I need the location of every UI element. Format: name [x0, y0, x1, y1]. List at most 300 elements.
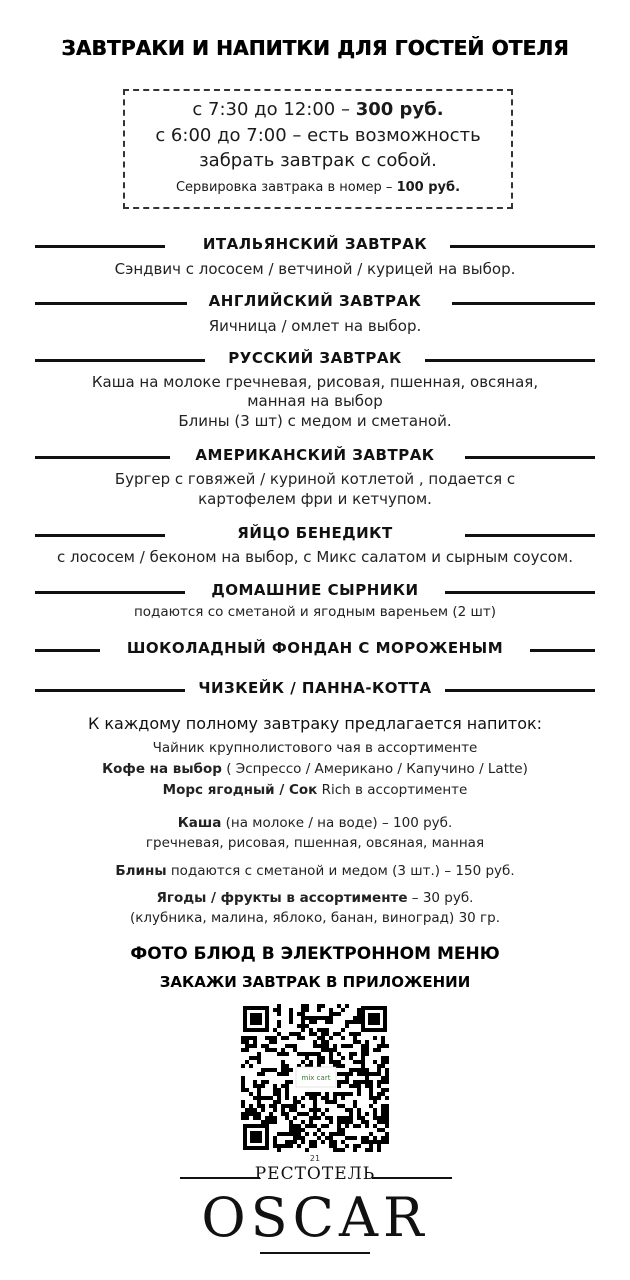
section-desc: манная на выбор [247, 392, 383, 410]
qr-module [365, 1148, 369, 1152]
qr-module [273, 1040, 277, 1044]
qr-module [253, 1112, 257, 1116]
qr-module [317, 1016, 321, 1020]
qr-module [273, 1036, 277, 1040]
qr-module [257, 1052, 261, 1056]
hours-price: 300 руб. [355, 99, 444, 120]
qr-module [313, 1092, 317, 1096]
qr-module [261, 1108, 265, 1112]
qr-module [241, 1112, 245, 1116]
qr-module [313, 1016, 317, 1020]
qr-module [357, 1124, 361, 1128]
drink-mors: Морс ягодный / Сок Rich в ассортименте [162, 782, 468, 798]
qr-module [373, 1116, 377, 1120]
qr-module [357, 1068, 361, 1072]
qr-module [373, 1136, 377, 1140]
qr-module [337, 1084, 341, 1088]
qr-module [349, 1116, 353, 1120]
qr-module [337, 1132, 341, 1136]
section-header-english [0, 292, 630, 314]
qr-module [289, 1068, 293, 1072]
qr-module [269, 1040, 273, 1044]
qr-module [369, 1140, 373, 1144]
qr-module [317, 1092, 321, 1096]
qr-module [341, 1116, 345, 1120]
qr-module [337, 1072, 341, 1076]
qr-module [365, 1072, 369, 1076]
qr-module [345, 1004, 349, 1008]
qr-module [241, 1100, 245, 1104]
qr-module [345, 1020, 349, 1024]
qr-module [249, 1104, 253, 1108]
qr-module [245, 1044, 249, 1048]
qr-module [349, 1108, 353, 1112]
qr-module [377, 1144, 381, 1148]
qr-module [329, 1144, 333, 1148]
qr-module [357, 1060, 361, 1064]
qr-module [293, 1140, 297, 1144]
qr-module [289, 1108, 293, 1112]
qr-module [349, 1136, 353, 1140]
qr-module [309, 1060, 313, 1064]
qr-module [369, 1072, 373, 1076]
section-title: РУССКИЙ ЗАВТРАК [228, 349, 402, 367]
section-desc: Яичница / омлет на выбор. [208, 317, 422, 335]
qr-module [361, 1116, 365, 1120]
qr-module [365, 1140, 369, 1144]
qr-module [309, 1020, 313, 1024]
qr-module [273, 1116, 277, 1120]
extra-kasha-types: гречневая, рисовая, пшенная, овсяная, манная [145, 835, 485, 851]
qr-module [313, 1052, 317, 1056]
qr-module [317, 1008, 321, 1012]
qr-module [361, 1072, 365, 1076]
qr-module [253, 1096, 257, 1100]
qr-module [289, 1080, 293, 1084]
qr-module [353, 1084, 357, 1088]
qr-module [385, 1056, 389, 1060]
section-desc: Сэндвич с лососем / ветчиной / курицей на выбор. [114, 260, 516, 278]
qr-module [357, 1092, 361, 1096]
qr-module [341, 1044, 345, 1048]
qr-module [297, 1036, 301, 1040]
qr-module [297, 1136, 301, 1140]
qr-module [337, 1012, 341, 1016]
qr-module [289, 1020, 293, 1024]
qr-module [361, 1136, 365, 1140]
qr-module [325, 1092, 329, 1096]
qr-module [373, 1096, 377, 1100]
qr-module [241, 1040, 245, 1044]
qr-module [313, 1132, 317, 1136]
qr-module [365, 1048, 369, 1052]
qr-module [341, 1036, 345, 1040]
qr-module [381, 1108, 385, 1112]
qr-module [333, 1144, 337, 1148]
qr-module [301, 1128, 305, 1132]
qr-module [365, 1120, 369, 1124]
brand-subtitle: РЕСТОТЕЛЬ [254, 1164, 376, 1184]
qr-module [345, 1092, 349, 1096]
qr-module [245, 1036, 249, 1040]
qr-module [309, 1096, 313, 1100]
qr-module [265, 1120, 269, 1124]
qr-module [373, 1060, 377, 1064]
qr-module [361, 1120, 365, 1124]
qr-module [277, 1072, 281, 1076]
qr-module [377, 1084, 381, 1088]
qr-module [289, 1016, 293, 1020]
qr-module [305, 1092, 309, 1096]
qr-module [381, 1092, 385, 1096]
qr-module [273, 1100, 277, 1104]
brand-subtitle-row [0, 1164, 630, 1186]
qr-module [321, 1004, 325, 1008]
qr-module [321, 1032, 325, 1036]
qr-module [293, 1104, 297, 1108]
qr-module [269, 1048, 273, 1052]
section-title: ШОКОЛАДНЫЙ ФОНДАН С МОРОЖЕНЫМ [126, 639, 504, 657]
qr-module [337, 1104, 341, 1108]
qr-module [261, 1068, 265, 1072]
qr-module [365, 1052, 369, 1056]
qr-module [357, 1116, 361, 1120]
qr-module [333, 1032, 337, 1036]
qr-module [285, 1080, 289, 1084]
qr-module [341, 1072, 345, 1076]
qr-module [377, 1068, 381, 1072]
qr-module [257, 1112, 261, 1116]
qr-module [345, 1136, 349, 1140]
qr-module [385, 1088, 389, 1092]
qr-module [261, 1120, 265, 1124]
extra-kasha: Каша (на молоке / на воде) – 100 руб. [177, 815, 453, 831]
qr-module [365, 1080, 369, 1084]
qr-module [337, 1120, 341, 1124]
qr-module [365, 1040, 369, 1044]
qr-module [285, 1052, 289, 1056]
qr-module [353, 1020, 357, 1024]
qr-module [293, 1044, 297, 1048]
qr-module [333, 1092, 337, 1096]
qr-module [289, 1104, 293, 1108]
qr-module [297, 1100, 301, 1104]
qr-module [329, 1140, 333, 1144]
qr-module [293, 1032, 297, 1036]
qr-module [245, 1112, 249, 1116]
qr-module [369, 1096, 373, 1100]
qr-module [273, 1088, 277, 1092]
qr-module [249, 1056, 253, 1060]
qr-module [381, 1060, 385, 1064]
qr-module [345, 1124, 349, 1128]
qr-module [333, 1140, 337, 1144]
brand-underline [260, 1252, 370, 1254]
qr-module [257, 1056, 261, 1060]
qr-module [289, 1140, 293, 1144]
qr-module [325, 1100, 329, 1104]
hours-line-1: с 7:30 до 12:00 – 300 руб. [192, 99, 444, 120]
qr-module [345, 1144, 349, 1148]
qr-module [245, 1088, 249, 1092]
qr-module [293, 1128, 297, 1132]
qr-module [261, 1044, 265, 1048]
qr-module [365, 1068, 369, 1072]
section-header-cheesecake [0, 679, 630, 701]
qr-module [277, 1088, 281, 1092]
qr-module [345, 1120, 349, 1124]
qr-module [305, 1132, 309, 1136]
qr-module [365, 1124, 369, 1128]
qr-module [381, 1140, 385, 1144]
qr-module [333, 1100, 337, 1104]
qr-module [317, 1136, 321, 1140]
qr-module [245, 1108, 249, 1112]
qr-module [357, 1084, 361, 1088]
qr-module [309, 1032, 313, 1036]
qr-module [337, 1064, 341, 1068]
brand-logo: OSCAR [201, 1186, 429, 1249]
qr-module [381, 1088, 385, 1092]
qr-module [309, 1092, 313, 1096]
qr-module [377, 1140, 381, 1144]
qr-module [293, 1100, 297, 1104]
qr-module [265, 1036, 269, 1040]
qr-module [289, 1012, 293, 1016]
qr-module [293, 1132, 297, 1136]
qr-module [337, 1116, 341, 1120]
qr-module [357, 1008, 361, 1012]
qr-module [325, 1116, 329, 1120]
qr-module [353, 1032, 357, 1036]
qr-module [281, 1084, 285, 1088]
qr-module [253, 1036, 257, 1040]
extra-berries-list: (клубника, малина, яблоко, банан, виноград) 30 гр. [129, 910, 501, 926]
qr-module [361, 1064, 365, 1068]
qr-module [241, 1048, 245, 1052]
qr-module [349, 1032, 353, 1036]
qr-module [341, 1080, 345, 1084]
qr-module [329, 1036, 333, 1040]
qr-module [273, 1092, 277, 1096]
qr-module [293, 1136, 297, 1140]
qr-module [257, 1092, 261, 1096]
qr-module [341, 1120, 345, 1124]
qr-module [285, 1088, 289, 1092]
qr-module [297, 1112, 301, 1116]
qr-module [321, 1132, 325, 1136]
hours-line-3: забрать завтрак с собой. [199, 150, 437, 171]
qr-module [377, 1148, 381, 1152]
qr-module [369, 1080, 373, 1084]
qr-code[interactable] [241, 1004, 389, 1152]
qr-module [377, 1080, 381, 1084]
qr-module [341, 1056, 345, 1060]
qr-module [361, 1068, 365, 1072]
qr-module [277, 1132, 281, 1136]
qr-module [285, 1036, 289, 1040]
qr-module [325, 1124, 329, 1128]
section-desc: подаются со сметаной и ягодным вареньем (2 шт) [133, 604, 497, 620]
section-title: ЯЙЦО БЕНЕДИКТ [237, 524, 393, 542]
qr-logo [296, 1067, 336, 1087]
qr-module [317, 1056, 321, 1060]
qr-module [273, 1028, 277, 1032]
qr-module [385, 1080, 389, 1084]
qr-module [329, 1012, 333, 1016]
qr-module [297, 1132, 301, 1136]
qr-module [257, 1084, 261, 1088]
qr-module [241, 1076, 245, 1080]
qr-module [381, 1116, 385, 1120]
qr-finder [243, 1124, 269, 1150]
qr-module [313, 1112, 317, 1116]
qr-module [241, 1084, 245, 1088]
qr-module [301, 1052, 305, 1056]
qr-module [289, 1144, 293, 1148]
qr-module [369, 1104, 373, 1108]
qr-module [273, 1120, 277, 1124]
qr-module [301, 1104, 305, 1108]
qr-module [353, 1144, 357, 1148]
qr-module [281, 1104, 285, 1108]
qr-module [381, 1112, 385, 1116]
qr-module [325, 1016, 329, 1020]
qr-module [361, 1044, 365, 1048]
qr-module [269, 1120, 273, 1124]
qr-module [385, 1132, 389, 1136]
qr-module [305, 1124, 309, 1128]
qr-module [357, 1108, 361, 1112]
qr-module [325, 1028, 329, 1032]
qr-module [277, 1148, 281, 1152]
qr-module [345, 1116, 349, 1120]
qr-module [349, 1072, 353, 1076]
qr-module [385, 1136, 389, 1140]
qr-module [309, 1120, 313, 1124]
qr-module [301, 1112, 305, 1116]
qr-module [301, 1024, 305, 1028]
section-header-american [0, 446, 630, 468]
qr-module [265, 1096, 269, 1100]
qr-module [341, 1064, 345, 1068]
qr-module [321, 1056, 325, 1060]
qr-module [329, 1048, 333, 1052]
qr-module [373, 1108, 377, 1112]
qr-module [301, 1096, 305, 1100]
qr-module [377, 1092, 381, 1096]
qr-module [305, 1112, 309, 1116]
qr-module [349, 1020, 353, 1024]
qr-module [325, 1136, 329, 1140]
qr-module [309, 1116, 313, 1120]
qr-module [385, 1076, 389, 1080]
qr-module [369, 1084, 373, 1088]
qr-module [313, 1140, 317, 1144]
qr-module [385, 1140, 389, 1144]
qr-module [321, 1016, 325, 1020]
qr-module [241, 1088, 245, 1092]
qr-module [337, 1080, 341, 1084]
qr-module [281, 1036, 285, 1040]
qr-module [353, 1040, 357, 1044]
qr-module [245, 1048, 249, 1052]
qr-module [285, 1064, 289, 1068]
qr-module [325, 1096, 329, 1100]
qr-module [329, 1120, 333, 1124]
qr-module [357, 1088, 361, 1092]
qr-module [305, 1056, 309, 1060]
qr-module [385, 1060, 389, 1064]
qr-module [269, 1036, 273, 1040]
qr-module [281, 1052, 285, 1056]
qr-module [273, 1144, 277, 1148]
qr-module [341, 1096, 345, 1100]
qr-module [325, 1108, 329, 1112]
qr-module [313, 1108, 317, 1112]
qr-module [281, 1068, 285, 1072]
qr-number: 21 [309, 1154, 321, 1163]
qr-module [385, 1112, 389, 1116]
qr-module [337, 1060, 341, 1064]
qr-module [325, 1020, 329, 1024]
qr-module [381, 1036, 385, 1040]
qr-module [357, 1144, 361, 1148]
qr-module [273, 1008, 277, 1012]
qr-module [269, 1068, 273, 1072]
qr-module [301, 1016, 305, 1020]
qr-module [261, 1104, 265, 1108]
qr-module [357, 1072, 361, 1076]
qr-module [381, 1056, 385, 1060]
qr-module [353, 1052, 357, 1056]
qr-module [261, 1072, 265, 1076]
qr-module [317, 1108, 321, 1112]
qr-module [385, 1124, 389, 1128]
qr-module [285, 1072, 289, 1076]
qr-module [285, 1092, 289, 1096]
qr-module [377, 1096, 381, 1100]
qr-module [317, 1036, 321, 1040]
qr-module [277, 1100, 281, 1104]
qr-module [377, 1064, 381, 1068]
qr-module [257, 1060, 261, 1064]
qr-module [341, 1148, 345, 1152]
qr-module [329, 1008, 333, 1012]
qr-module [321, 1112, 325, 1116]
qr-module [285, 1112, 289, 1116]
qr-module [341, 1008, 345, 1012]
qr-module [265, 1068, 269, 1072]
qr-module [345, 1044, 349, 1048]
qr-module [309, 1140, 313, 1144]
qr-module [289, 1124, 293, 1128]
qr-module [381, 1040, 385, 1044]
section-desc: Каша на молоке гречневая, рисовая, пшенная, овсяная, [91, 373, 539, 391]
qr-module [289, 1044, 293, 1048]
qr-module [285, 1104, 289, 1108]
qr-module [381, 1136, 385, 1140]
qr-module [277, 1004, 281, 1008]
qr-module [269, 1116, 273, 1120]
page-title: ЗАВТРАКИ И НАПИТКИ ДЛЯ ГОСТЕЙ ОТЕЛЯ [61, 36, 569, 60]
qr-module [377, 1048, 381, 1052]
promo-photo: ФОТО БЛЮД В ЭЛЕКТРОННОМ МЕНЮ [130, 944, 500, 964]
qr-module [297, 1124, 301, 1128]
qr-module [321, 1140, 325, 1144]
qr-module [381, 1044, 385, 1048]
qr-module [313, 1044, 317, 1048]
